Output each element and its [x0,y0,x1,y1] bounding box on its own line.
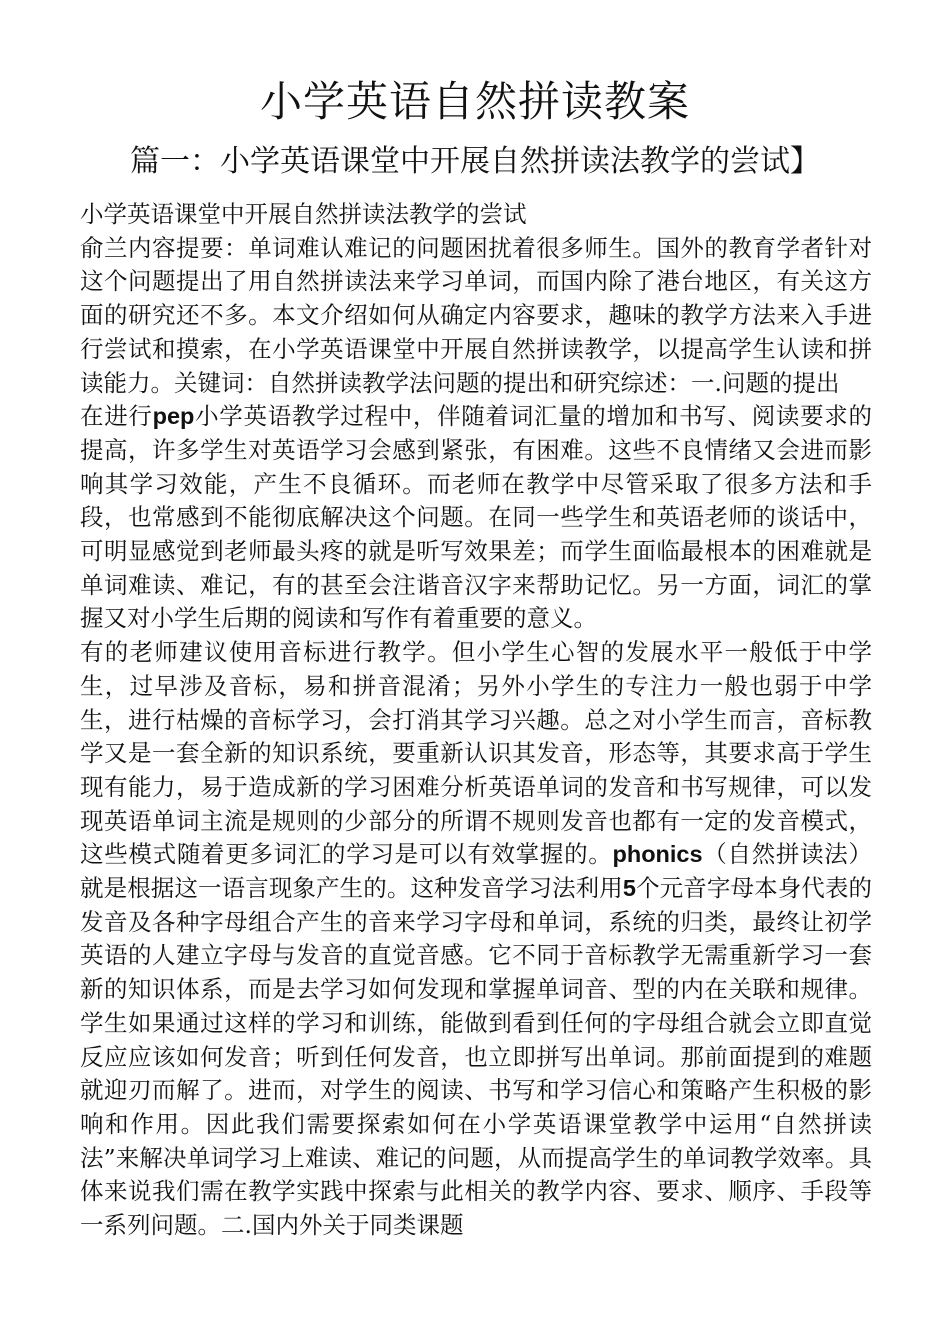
paragraph-phonics: 有的老师建议使用音标进行教学。但小学生心智的发展水平一般低于中学生，过早涉及音标，易和拼音混淆；另外小学生的专注力一般也弱于中学生，进行枯燥的音标学习，会打消其学习兴趣。总之对小学生而言，音标教学又是一套全新的知识系统，要重新认识其发音，形态等，其要求高于学生现有能力，易于造成新的学习困难分析英语单词的发音和书写规律，可以发现英语单词主流是规则的少部分的所谓不规则发音也都有一定的发音模式，这些模式随着更多词汇的学习是可以有效掌握的。phonics（自然拼读法）就是根据这一语言现象产生的。这种发音学习法利用5个元音字母本身代表的发音及各种字母组合产生的音来学习字母和单词，系统的归类，最终让初学英语的人建立字母与发音的直觉音感。它不同于音标教学无需重新学习一套新的知识体系，而是去学习如何发现和掌握单词音、型的内在关联和规律。学生如果通过这样的学习和训练，能做到看到任何的字母组合就会立即直觉反应应该如何发音；听到任何发音，也立即拼写出单词。那前面提到的难题就迎刃而解了。进而，对学生的阅读、书写和学习信心和策略产生积极的影响和作用。因此我们需要探索如何在小学英语课堂教学中运用“自然拼读法”来解决单词学习上难读、难记的问题，从而提高学生的单词教学效率。具体来说我们需在教学实践中探索与此相关的教学内容、要求、顺序、手段等一系列问题。二.国内外关于同类课题 [80,638,873,1240]
document-title: 小学英语自然拼读教案 [259,77,690,126]
document-subtitle: 篇一：小学英语课堂中开展自然拼读法教学的尝试】 [130,144,820,179]
paragraph-problem: 在进行pep小学英语教学过程中，伴随着词汇量的增加和书写、阅读要求的提高，许多学生对英语学习会感到紧张，有困难。这些不良情绪又会进而影响其学习效能，产生不良循环。而老师在教学中尽管采取了很多方法和手段，也常感到不能彻底解决这个问题。在同一些学生和英语老师的谈话中，可明显感觉到老师最头疼的就是听写效果差；而学生面临最根本的困难就是单词难读、难记，有的甚至会注谐音汉字来帮助记忆。另一方面，词汇的掌握又对小学生后期的阅读和写作有着重要的意义。 [80,402,873,633]
paragraph-abstract: 俞兰内容提要：单词难认难记的问题困扰着很多师生。国外的教育学者针对这个问题提出了用自然拼读法来学习单词，而国内除了港台地区，有关这方面的研究还不多。本文介绍如何从确定内容要求，趣味的教学方法来入手进行尝试和摸索，在小学英语课堂中开展自然拼读教学，以提高学生认读和拼读能力。关键词：自然拼读教学法问题的提出和研究综述：一.问题的提出 [80,233,872,397]
document-body [80,198,872,1243]
paragraph-heading: 小学英语课堂中开展自然拼读法教学的尝试 [80,200,527,228]
